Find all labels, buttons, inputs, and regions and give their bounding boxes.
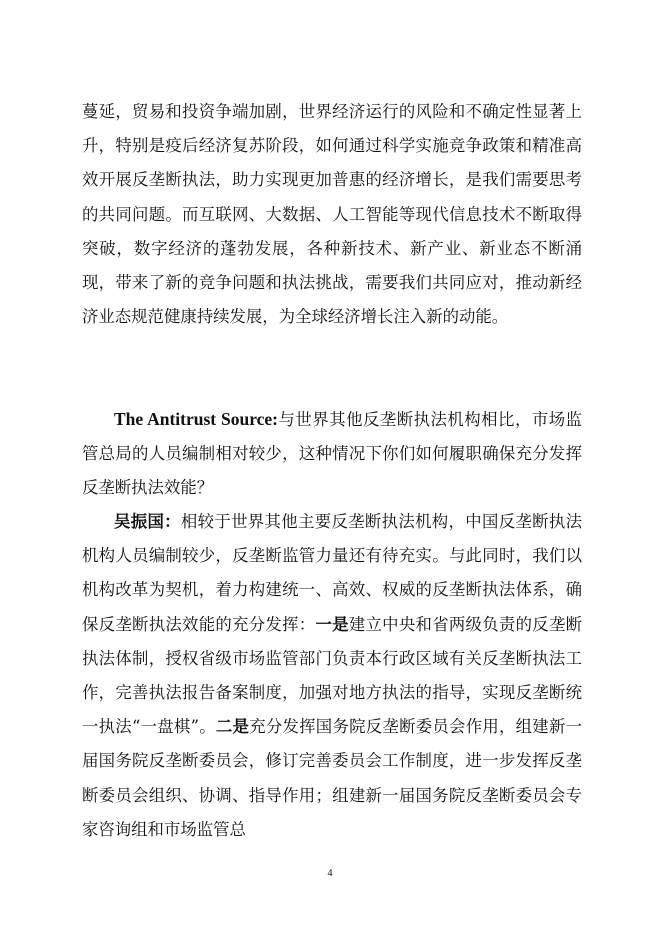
point-1-label: 一是 — [315, 614, 349, 634]
point-1-text: 建立中央和省两级负责的反垄断执法体制，授权省级市场监管部门负责本行政区域有关反垄断执法工作，完善执法报告备案制度，加强对地方执法的指导，实现反垄断统一执法“一盘棋”。 — [82, 614, 583, 737]
question-speaker: The Antitrust Source: — [114, 409, 279, 429]
interview-question — [82, 402, 582, 506]
point-2-text: 充分发挥国务院反垄断委员会作用，组建新一届国务院反垄断委员会，修订完善委员会工作制度，进一步发挥反垄断委员会组织、协调、指导作用；组建新一届国务院反垄断委员会专家咨询组和市场监管总 — [82, 717, 583, 839]
point-2-label: 二是 — [215, 717, 250, 737]
question-text: 与世界其他反垄断执法机构相比，市场监管总局的人员编制相对较少，这种情况下你们如何履职确保充分发挥反垄断执法效能？ — [82, 410, 583, 498]
answer-text: 相较于世界其他主要反垄断执法机构，中国反垄断执法机构人员编制较少，反垄断监管力量还有待充实。与此同时，我们以机构改革为契机，着力构建统一、高效、权威的反垄断执法体系，确保反垄断执法效能的充分发挥： — [82, 512, 582, 634]
answer-speaker: 吴振国： — [114, 512, 181, 531]
body-paragraph: 蔓延，贸易和投资争端加剧，世界经济运行的风险和不确定性显著上升，特别是疫后经济复苏阶段，如何通过科学实施竞争政策和精准高效开展反垄断执法，助力实现更加普惠的经济增长，是我们需要思考的共同问题。而互联网、大数据、人工智能等现代信息技术不断取得突破，数字经济的蓬勃发展，各种新技术、新产业、新业态不断涌现，带来了新的竞争问题和执法挑战，需要我们共同应对，推动新经济业态规范健康持续发展，为全球经济增长注入新的动能。 — [82, 102, 582, 327]
page-number: 4 — [327, 868, 333, 879]
interview-answer — [82, 505, 582, 847]
